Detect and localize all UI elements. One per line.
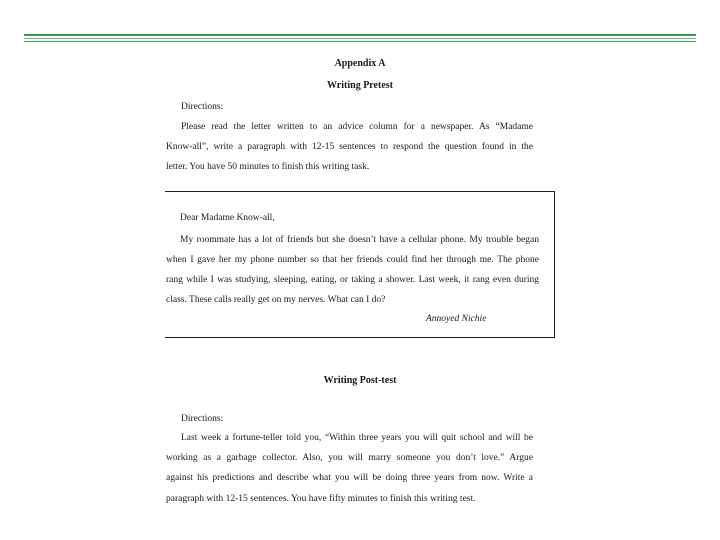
pretest-directions-line-3: letter. You have 50 minutes to finish this writing task. (166, 162, 370, 172)
pretest-directions-line-1: Please read the letter written to an advice column for a newspaper. As “Madame (181, 122, 533, 132)
pretest-directions-label: Directions: (181, 102, 224, 112)
letter-line-2: when I gave her my phone number so that her friends could find her through me. The phone (166, 255, 539, 265)
header-rule-middle (24, 38, 696, 39)
posttest-directions-label: Directions: (181, 414, 224, 424)
letter-line-3: rang while I was studying, sleeping, eating, or taking a shower. Last week, it rang even during (166, 275, 539, 285)
header-rule-bottom (24, 41, 696, 42)
pretest-directions-line-2: Know-all”, write a paragraph with 12-15 sentences to respond the question found in the (166, 142, 533, 152)
appendix-title: Appendix A (334, 58, 386, 69)
posttest-directions-line-4: paragraph with 12-15 sentences. You have fifty minutes to finish this writing test. (166, 494, 476, 504)
posttest-title: Writing Post-test (323, 375, 397, 386)
posttest-directions-line-3: against his predictions and describe what you will be doing three years from now. Write a (166, 473, 533, 483)
posttest-directions-line-2: working as a garbage collector. Also, you will marry someone you don’t love.” Argue (166, 453, 533, 463)
header-rule-top (24, 34, 696, 36)
pretest-title: Writing Pretest (326, 80, 393, 91)
posttest-directions-line-1: Last week a fortune-teller told you, “Within three years you will quit school and will be (181, 433, 533, 443)
letter-line-4: class. These calls really get on my nerves. What can I do? (166, 295, 386, 305)
letter-salutation: Dear Madame Know-all, (180, 213, 275, 223)
letter-line-1: My roommate has a lot of friends but she doesn’t have a cellular phone. My trouble began (180, 235, 539, 245)
letter-signature: Annoyed Nichie (426, 314, 487, 324)
